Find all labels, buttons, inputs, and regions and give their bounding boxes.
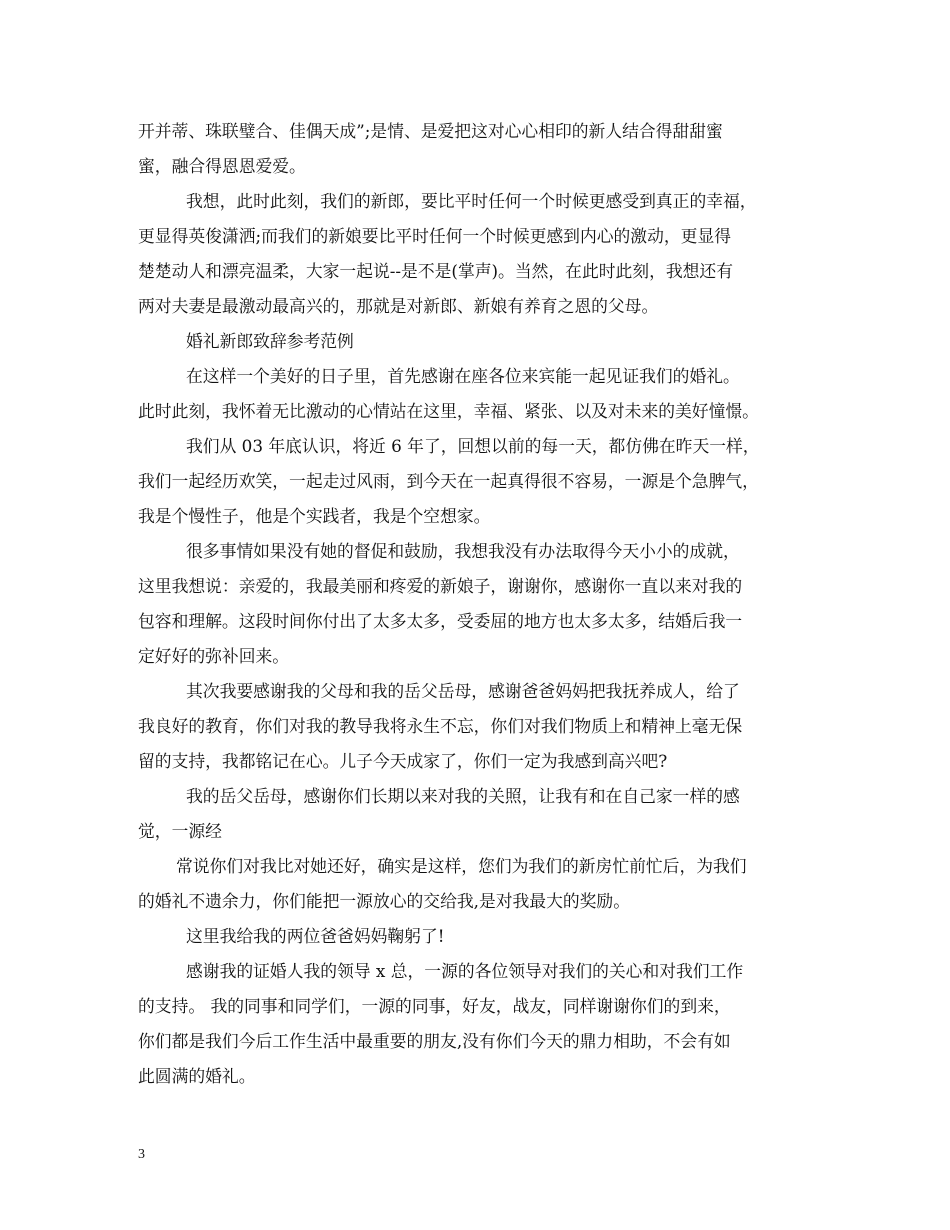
text-line: 更显得英俊潇洒;而我们的新娘要比平时任何一个时候更感到内心的激动，更显得 <box>138 226 732 246</box>
text-line: 我想，此时此刻，我们的新郎，要比平时任何一个时候更感受到真正的幸福， <box>186 191 757 211</box>
text-line: 觉，一源经 <box>138 821 222 841</box>
text-line: 常说你们对我比对她还好，确实是这样，您们为我们的新房忙前忙后，为我们 <box>176 856 747 876</box>
text-line: 此圆满的婚礼。 <box>138 1066 256 1086</box>
text-line: 在这样一个美好的日子里，首先感谢在座各位来宾能一起见证我们的婚礼。 <box>186 366 740 386</box>
text-line: 感谢我的证婚人我的领导 x 总，一源的各位领导对我们的关心和对我们工作 <box>186 961 744 981</box>
text-line: 开并蒂、珠联璧合、佳偶天成”;是情、是爱把这对心心相印的新人结合得甜甜蜜 <box>138 121 723 141</box>
text-line: 我们一起经历欢笑，一起走过风雨，到今天在一起真得很不容易，一源是个急脾气， <box>138 471 759 491</box>
text-line: 两对夫妻是最激动最高兴的，那就是对新郎、新娘有养育之恩的父母。 <box>138 296 659 316</box>
text-line: 留的支持，我都铭记在心。儿子今天成家了，你们一定为我感到高兴吧? <box>138 751 668 771</box>
text-line: 我们从 03 年底认识，将近 6 年了，回想以前的每一天，都仿佛在昨天一样， <box>186 436 760 456</box>
text-line: 这里我给我的两位爸爸妈妈鞠躬了! <box>186 926 445 946</box>
text-line: 楚楚动人和漂亮温柔，大家一起说--是不是(掌声)。当然，在此时此刻，我想还有 <box>138 261 733 281</box>
text-line: 的支持。 我的同事和同学们，一源的同事，好友，战友，同样谢谢你们的到来， <box>138 996 731 1016</box>
text-line: 你们都是我们今后工作生活中最重要的朋友,没有你们今天的鼎力相助，不会有如 <box>138 1031 731 1051</box>
text-line: 此时此刻，我怀着无比激动的心情站在这里，幸福、紧张、以及对未来的美好憧憬。 <box>138 401 759 421</box>
text-line: 我良好的教育，你们对我的教导我将永生不忘，你们对我们物质上和精神上毫无保 <box>138 716 743 736</box>
text-line: 这里我想说：亲爱的，我最美丽和疼爱的新娘子，谢谢你，感谢你一直以来对我的 <box>138 576 743 596</box>
section-heading: 婚礼新郎致辞参考范例 <box>186 331 354 351</box>
text-line: 蜜，融合得恩恩爱爱。 <box>138 156 306 176</box>
text-line: 其次我要感谢我的父母和我的岳父岳母，感谢爸爸妈妈把我抚养成人，给了 <box>186 681 740 701</box>
page-number: 3 <box>138 1147 145 1162</box>
text-line: 我的岳父岳母，感谢你们长期以来对我的关照，让我有和在自己家一样的感 <box>186 786 740 806</box>
text-line: 很多事情如果没有她的督促和鼓励，我想我没有办法取得今天小小的成就， <box>186 541 740 561</box>
text-line: 我是个慢性子，他是个实践者，我是个空想家。 <box>138 506 491 526</box>
text-line: 定好好的弥补回来。 <box>138 646 290 666</box>
text-line: 包容和理解。这段时间你付出了太多太多，受委屈的地方也太多太多，结婚后我一 <box>138 611 743 631</box>
text-line: 的婚礼不遗余力，你们能把一源放心的交给我,是对我最大的奖励。 <box>138 891 630 911</box>
